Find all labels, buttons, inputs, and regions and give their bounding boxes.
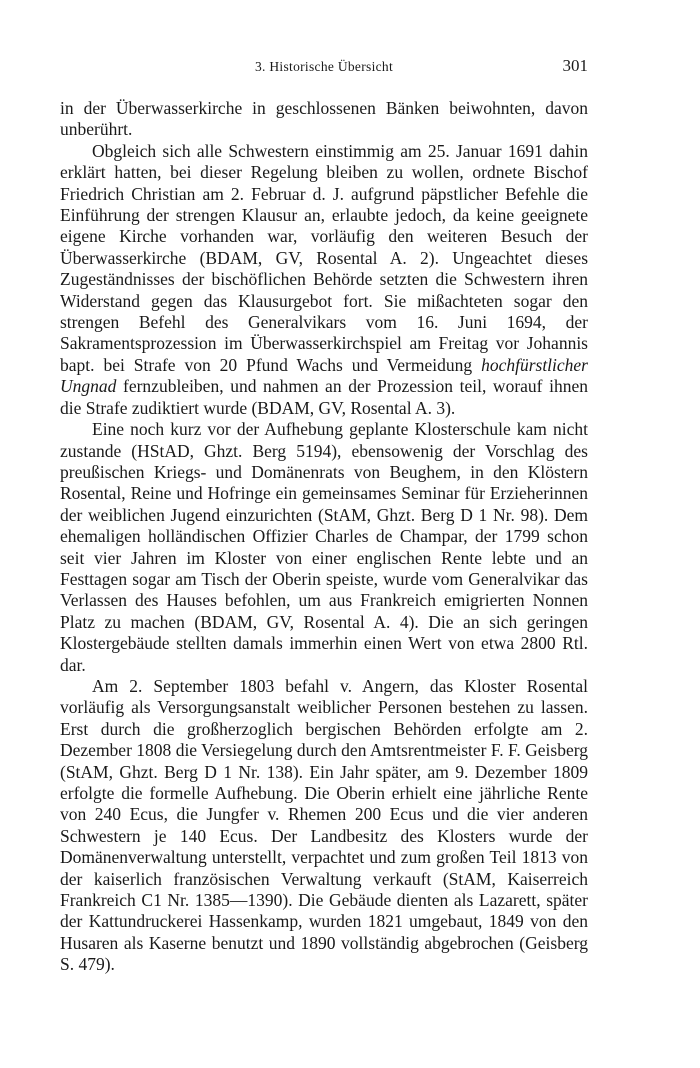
paragraph-klausur [60, 141, 588, 419]
paragraph-klosterschule: Eine noch kurz vor der Aufhebung geplante Klosterschule kam nicht zustande (HStAD, Ghzt. Berg 5194), ebensowenig der Vorschlag des preußischen Kriegs- und Domänenrats von Beughem, in den Klöstern Rosental, Reine und Hofringe ein gemeinsames Seminar für Erzieherinnen der weiblichen Jugend einzurichten (StAM, Ghzt. Berg D 1 Nr. 98). Dem ehemaligen holländischen Offizier Charles de Champar, der 1799 schon seit vier Jahren im Kloster von einer englischen Rente lebte und an Festtagen sogar am Tisch der Oberin speiste, wurde vom Generalvikar das Verlassen des Hauses befohlen, um aus Frankreich emigrierten Nonnen Platz zu machen (BDAM, GV, Rosental A. 4). Die an sich geringen Klostergebäude stellten damals immerhin einen Wert von etwa 2800 Rtl. dar. [60, 419, 588, 675]
paragraph-text: Obgleich sich alle Schwestern einstimmig am 25. Januar 1691 dahin erklärt hatten, bei dieser Regelung bleiben zu wollen, ordnete Bischof Friedrich Christian am 2. Februar d. J. aufgrund päpstlicher Befehle die Einführung der strengen Klausur an, erlaubte jedoch, da keine geeignete eigene Kirche vorhanden war, vorläufig den weiteren Besuch der Überwasserkirche (BDAM, GV, Rosental A. 2). Ungeachtet dieses Zugeständnisses der bischöflichen Behörde setzten die Schwestern ihren Widerstand gegen das Klausurgebot fort. Sie mißachteten sogar den strengen Befehl des Generalvikars vom 16. Juni 1694, der Sakramentsprozession im Überwasserkirchspiel am Freitag vor Johannis bapt. bei Strafe von 20 Pfund Wachs und Vermeidung [60, 140, 588, 375]
body-text [60, 98, 588, 976]
paragraph-text-after: fernzubleiben, und nahmen an der Prozession teil, worauf ihnen die Strafe zudiktiert wurde (BDAM, GV, Rosental A. 3). [60, 376, 588, 418]
page-number: 301 [562, 56, 588, 75]
running-title: 3. Historische Übersicht [254, 59, 394, 74]
paragraph-continuation: in der Überwasserkirche in geschlossenen Bänken beiwohnten, davon unberührt. [60, 98, 588, 140]
book-page [60, 56, 588, 976]
paragraph-aufhebung: Am 2. September 1803 befahl v. Angern, das Kloster Rosental vorläufig als Versorgungsanstalt weiblicher Personen bestehen zu lassen. Erst durch die großherzoglich bergischen Behörden erfolgte am 2. Dezember 1808 die Versiegelung durch den Amtsrentmeister F. F. Geisberg (StAM, Ghzt. Berg D 1 Nr. 138). Ein Jahr später, am 9. Dezember 1809 erfolgte die formelle Aufhebung. Die Oberin erhielt eine jährliche Rente von 240 Ecus, die Jungfer v. Rhemen 200 Ecus und die vier anderen Schwestern je 140 Ecus. Der Landbesitz des Klosters wurde der Domänenverwaltung unterstellt, verpachtet und zum großen Teil 1813 von der kaiserlich französischen Verwaltung verkauft (StAM, Kaiserreich Frankreich C1 Nr. 1385—1390). Die Gebäude dienten als Lazarett, später der Kattundruckerei Hassenkamp, wurden 1821 umgebaut, 1849 von den Husaren als Kaserne benutzt und 1890 vollständig abgebrochen (Geisberg S. 479). [60, 675, 588, 975]
italic-quote: hochfürstlicher Ungnad [60, 354, 588, 397]
running-header [60, 56, 588, 82]
